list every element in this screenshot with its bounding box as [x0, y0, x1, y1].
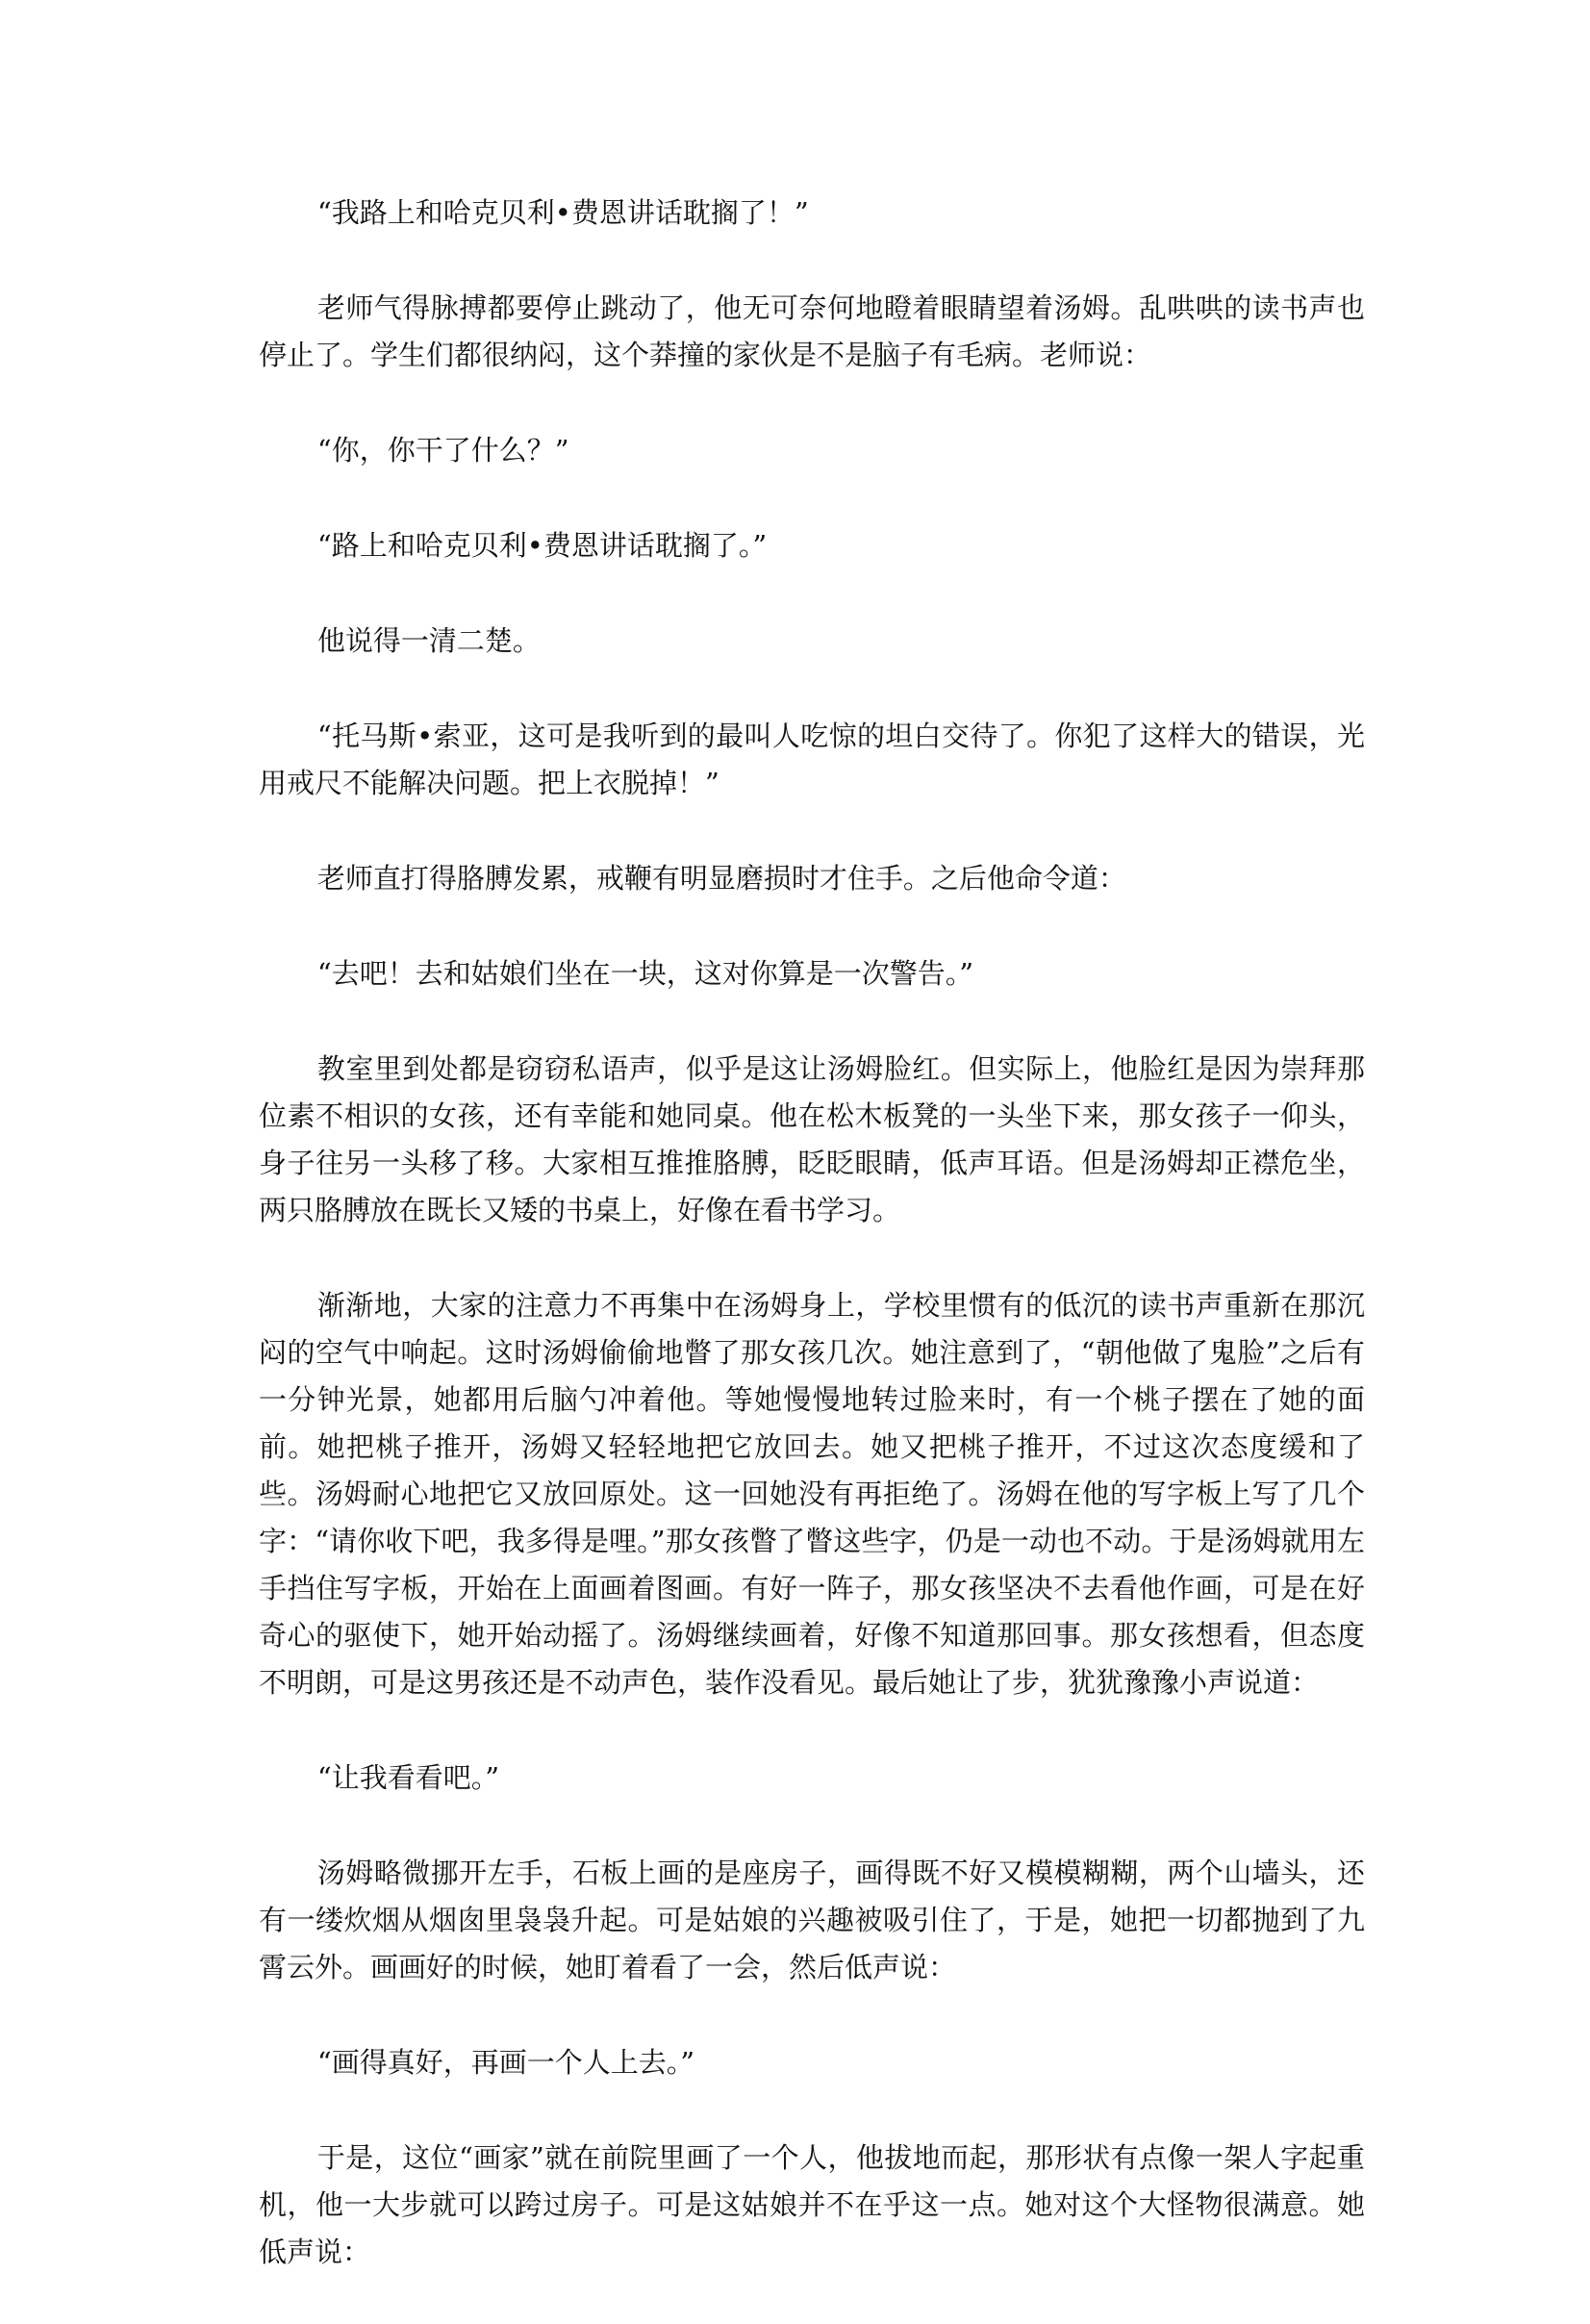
- paragraph-4: “路上和哈克贝利•费恩讲话耽搁了。”: [316, 529, 768, 562]
- paragraph-9: 教室里到处都是窃窃私语声，似乎是这让汤姆脸红。但实际上，他脸红是因为崇拜那位素不相识的女孩，还有幸能和她同桌。他在松木板凳的一头坐下来，那女孩子一仰头，身子往另一头移了移。大家相互推推胳膊，眨眨眼睛，低声耳语。但是汤姆却正襟危坐，两只胳膊放在既长又矮的书桌上，好像在看书学习。: [259, 1052, 1365, 1226]
- document-body: [259, 189, 1365, 2324]
- paragraph-6: “托马斯•索亚，这可是我听到的最叫人吃惊的坦白交待了。你犯了这样大的错误，光 用戒尺不能解决问题。把上衣脱掉！”: [259, 720, 1365, 799]
- paragraph-8: “去吧！去和姑娘们坐在一块，这对你算是一次警告。”: [316, 957, 974, 990]
- paragraph-2: 老师气得脉搏都要停止跳动了，他无可奈何地瞪着眼睛望着汤姆。乱哄哄的读书声也停止了。学生们都很纳闷，这个莽撞的家伙是不是脑子有毛病。老师说：: [259, 291, 1365, 371]
- paragraph-5: 他说得一清二楚。: [316, 624, 541, 657]
- paragraph-14: 于是，这位“画家”就在前院里画了一个人，他拔地而起，那形状有点像一架人字起重机，他一大步就可以跨过房子。可是这姑娘并不在乎这一点。她对这个大怪物很满意。她低声说：: [259, 2141, 1365, 2268]
- paragraph-7: 老师直打得胳膊发累，戒鞭有明显磨损时才住手。之后他命令道：: [316, 862, 1126, 895]
- paragraph-10: 渐渐地，大家的注意力不再集中在汤姆身上，学校里惯有的低沉的读书声重新在那沉闷的空气中响起。这时汤姆偷偷地瞥了那女孩几次。她注意到了，“朝他做了鬼脸”之后有一分钟光景，她都用后脑勺冲着他。等她慢慢地转过脸来时，有一个桃子摆在了她的面前。她把桃子推开，汤姆又轻轻地把它放回去。她又把桃子推开，不过这次态度缓和了些。汤姆耐心地把它又放回原处。这一回她没有再拒绝了。汤姆在他的写字板上写了几个字：“请你收下吧，我多得是哩。”那女孩瞥了瞥这些字，仍是一动也不动。于是汤姆就用左手挡住写字板，开始在上面画着图画。有好一阵子，那女孩坚决不去看他作画，可是在好奇心的驱使下，她开始动摇了。汤姆继续画着，好像不知道那回事。那女孩想看，但态度不明朗，可是这男孩还是不动声色，装作没看见。最后她让了步，犹犹豫豫小声说道：: [259, 1289, 1365, 1699]
- paragraph-13: “画得真好，再画一个人上去。”: [316, 2046, 695, 2079]
- paragraph-3: “你，你干了什么？”: [316, 434, 569, 467]
- paragraph-1: “我路上和哈克贝利•费恩讲话耽搁了！”: [316, 196, 809, 229]
- paragraph-11: “让我看看吧。”: [316, 1761, 500, 1794]
- paragraph-12: 汤姆略微挪开左手，石板上画的是座房子，画得既不好又模模糊糊，两个山墙头，还有一缕炊烟从烟囱里袅袅升起。可是姑娘的兴趣被吸引住了，于是，她把一切都抛到了九霄云外。画画好的时候，她盯着看了一会，然后低声说：: [259, 1857, 1365, 1983]
